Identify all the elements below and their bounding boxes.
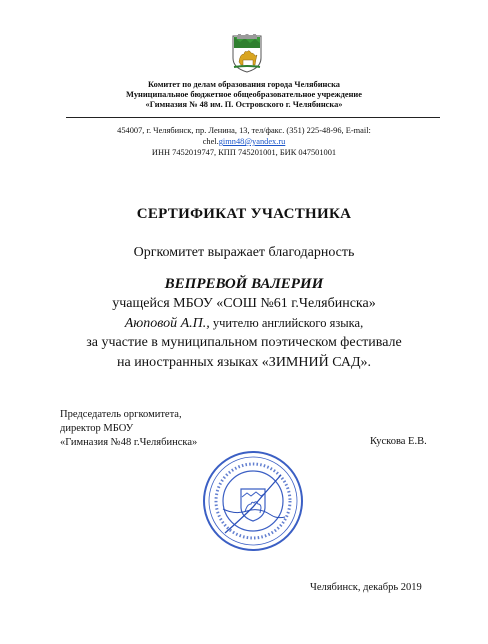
signer-title-2: директор МБОУ [60, 423, 134, 434]
signer-name: Кускова Е.В. [370, 436, 427, 447]
email-prefix: chel. [202, 137, 219, 146]
email-line [0, 137, 488, 147]
place-and-date: Челябинск, декабрь 2019 [310, 582, 422, 593]
official-stamp-icon [201, 449, 305, 553]
school-line: учащейся МБОУ «СОШ №61 г.Челябинска» [112, 296, 376, 311]
teacher-role: учителю английского языка, [209, 316, 364, 330]
email-link[interactable]: gimn48@yandex.ru [218, 137, 286, 146]
teacher-line [0, 316, 488, 332]
thanks-line: Оргкомитет выражает благодарность [133, 245, 355, 260]
signer-organization: «Гимназия №48 г.Челябинска» [60, 437, 198, 448]
header-divider [66, 117, 440, 118]
address-line: 454007, г. Челябинск, пр. Ленина, 13, тел/факс. (351) 225-48-96, E-mail: [117, 126, 371, 135]
organization-name: «Гимназия № 48 им. П. Островского г. Челябинска» [145, 100, 343, 109]
teacher-name: Аюповой А.П., [124, 316, 210, 331]
requisites-line: ИНН 7452019747, КПП 745201001, БИК 047501001 [151, 148, 337, 157]
organization-type: Муниципальное бюджетное общеобразовательное учреждение [126, 90, 362, 99]
recipient-name: ВЕПРЕВОЙ ВАЛЕРИИ [164, 276, 324, 292]
signer-title-1: Председатель оргкомитета, [60, 409, 182, 420]
organization-committee: Комитет по делам образования города Челябинска [148, 80, 340, 89]
chelyabinsk-coat-of-arms-icon [231, 34, 263, 74]
certificate-title: СЕРТИФИКАТ УЧАСТНИКА [136, 206, 352, 222]
reason-line-2: на иностранных языках «ЗИМНИЙ САД». [116, 355, 372, 370]
reason-line-1: за участие в муниципальном поэтическом фестивале [86, 335, 402, 350]
